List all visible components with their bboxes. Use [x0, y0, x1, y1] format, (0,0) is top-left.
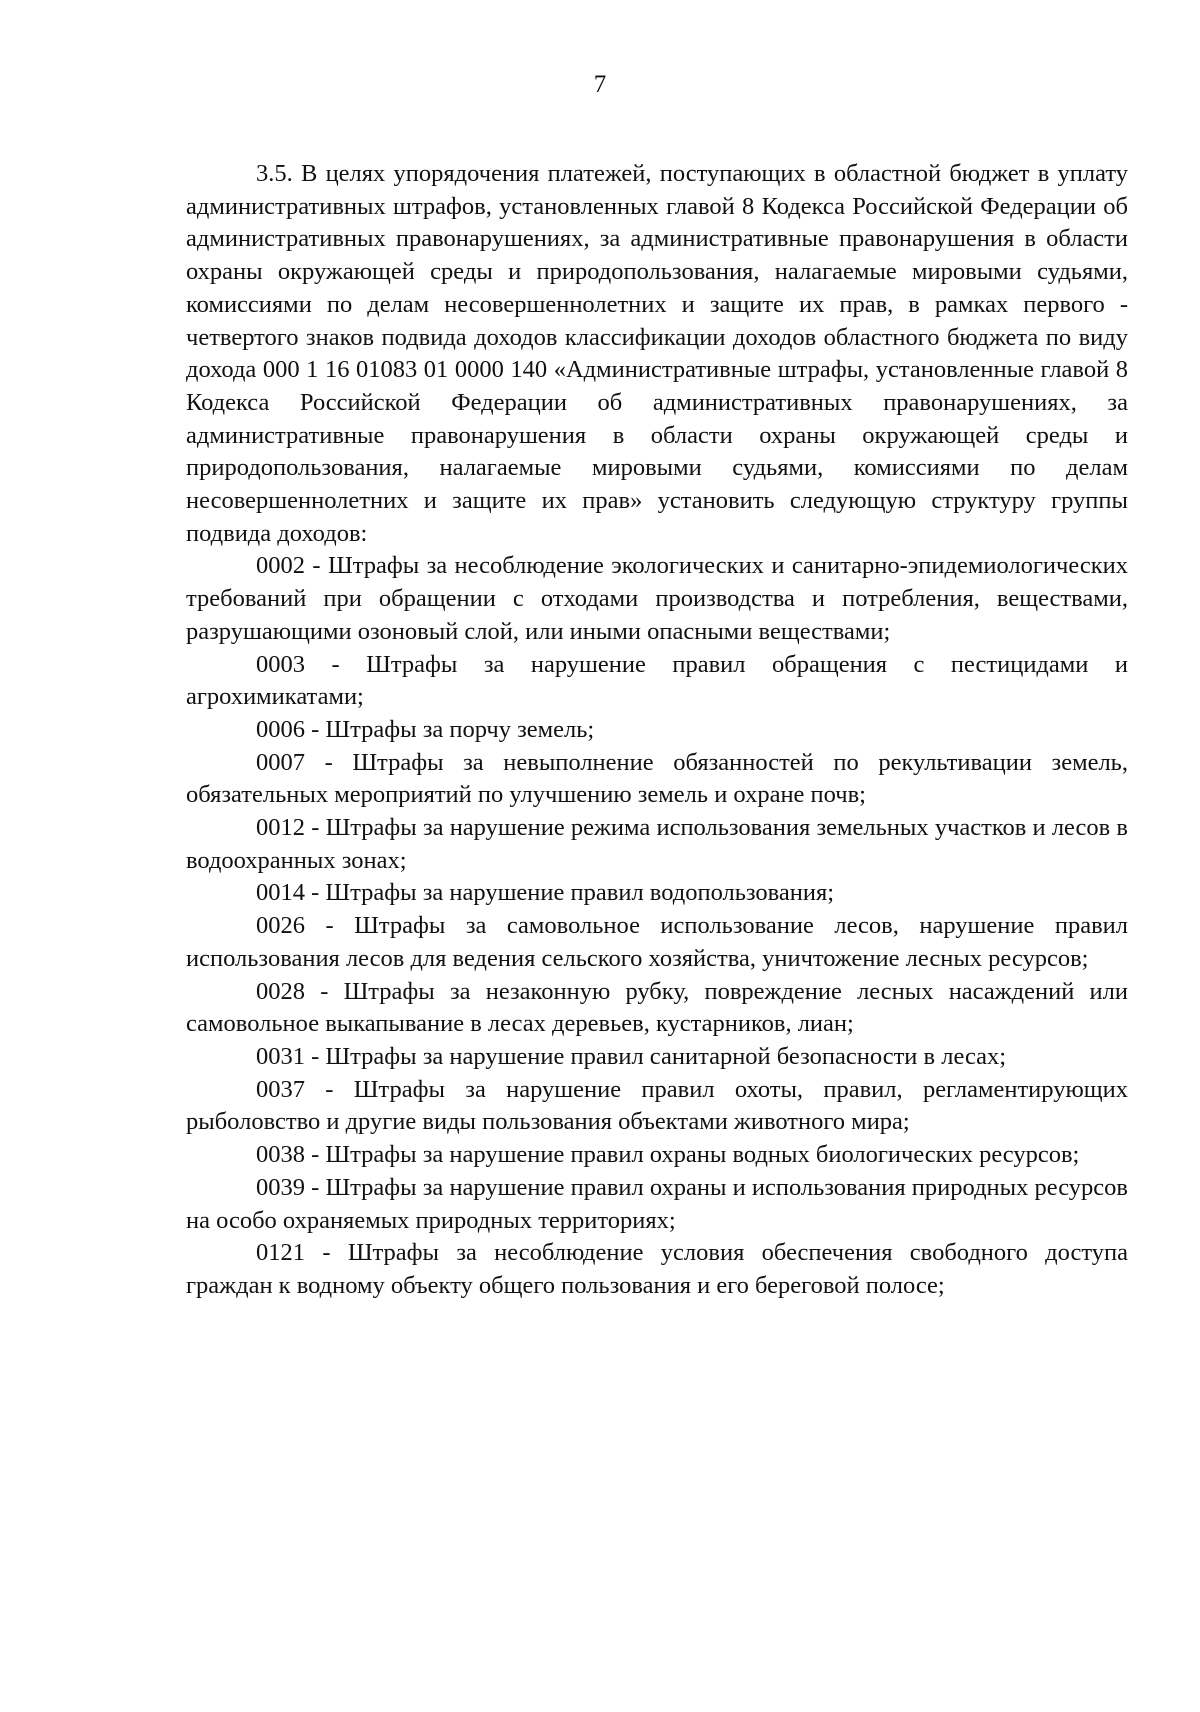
- item-code: 0014: [256, 879, 305, 907]
- item-code: 0002: [256, 552, 305, 580]
- item-text: Штрафы за невыполнение обязанностей по рекультивации земель, обязательных мероприятий по улучшению земель и охране почв;: [186, 748, 1128, 809]
- item-separator: -: [305, 1042, 326, 1070]
- item-separator: -: [305, 748, 353, 776]
- list-item: [186, 550, 1128, 648]
- item-separator: -: [305, 650, 367, 678]
- list-item: [186, 1041, 1128, 1074]
- item-text: Штрафы за нарушение правил санитарной безопасности в лесах;: [325, 1042, 1007, 1070]
- list-item: [186, 1172, 1128, 1237]
- item-code: 0039: [256, 1173, 305, 1201]
- item-code: 0026: [256, 912, 305, 940]
- item-separator: -: [305, 552, 328, 580]
- list-item: [186, 649, 1128, 714]
- item-separator: -: [305, 1075, 354, 1103]
- list-item: [186, 714, 1128, 747]
- item-separator: -: [305, 977, 344, 1005]
- item-code: 0037: [256, 1075, 305, 1103]
- item-separator: -: [305, 715, 326, 743]
- item-separator: -: [305, 1141, 326, 1169]
- item-code: 0038: [256, 1141, 305, 1169]
- list-item: [186, 1074, 1128, 1139]
- list-item: [186, 910, 1128, 975]
- page-number: 7: [593, 71, 607, 98]
- item-text: Штрафы за нарушение правил охоты, правил, регламентирующих рыболовство и другие виды пользования объектами животного мира;: [186, 1075, 1128, 1136]
- item-code: 0121: [256, 1239, 305, 1267]
- list-item: [186, 877, 1128, 910]
- list-item: [186, 1237, 1128, 1302]
- document-body: [186, 158, 1128, 1303]
- item-code: 0006: [256, 715, 305, 743]
- item-code: 0003: [256, 650, 305, 678]
- item-text: Штрафы за нарушение правил охраны и использования природных ресурсов на особо охраняемых природных территориях;: [186, 1173, 1128, 1234]
- item-text: Штрафы за нарушение правил обращения с пестицидами и агрохимикатами;: [186, 650, 1128, 711]
- item-text: Штрафы за несоблюдение экологических и санитарно-эпидемиологических требований при обращении с отходами производства и потребления, веществами, разрушающими озоновый слой, или иными опасными веществами;: [186, 552, 1128, 645]
- item-text: Штрафы за несоблюдение условия обеспечения свободного доступа граждан к водному объекту общего пользования и его береговой полосе;: [186, 1239, 1128, 1299]
- item-text: Штрафы за нарушение режима использования земельных участков и лесов в водоохранных зонах;: [186, 814, 1128, 874]
- item-separator: -: [305, 879, 326, 907]
- item-code: 0028: [256, 977, 305, 1005]
- list-item: [186, 812, 1128, 877]
- intro-paragraph: 3.5. В целях упорядочения платежей, поступающих в областной бюджет в уплату административных штрафов, установленных главой 8 Кодекса Российской Федерации об административных правонарушениях, за административные правонарушения в области охраны окружающей среды и природопользования, налагаемые мировыми судьями, комиссиями по делам несовершеннолетних и защите их прав, в рамках первого - четвертого знаков подвида доходов классификации доходов областного бюджета по виду дохода 000 1 16 01083 01 0000 140 «Административные штрафы, установленные главой 8 Кодекса Российской Федерации об административных правонарушениях, за административные правонарушения в области охраны окружающей среды и природопользования, налагаемые мировыми судьями, комиссиями по делам несовершеннолетних и защите их прав» установить следующую структуру группы подвида доходов:: [186, 160, 1128, 547]
- item-code: 0007: [256, 748, 305, 776]
- list-item: [186, 1139, 1128, 1172]
- item-text: Штрафы за самовольное использование лесов, нарушение правил использования лесов для ведения сельского хозяйства, уничтожение лесных ресурсов;: [186, 912, 1128, 972]
- item-text: Штрафы за незаконную рубку, повреждение лесных насаждений или самовольное выкапывание в лесах деревьев, кустарников, лиан;: [186, 977, 1128, 1038]
- item-text: Штрафы за нарушение правил водопользования;: [325, 879, 835, 907]
- item-separator: -: [305, 1173, 326, 1201]
- item-text: Штрафы за нарушение правил охраны водных биологических ресурсов;: [325, 1141, 1080, 1169]
- item-code: 0012: [256, 814, 305, 842]
- item-separator: -: [305, 1239, 348, 1267]
- item-separator: -: [305, 814, 326, 842]
- item-separator: -: [305, 912, 355, 940]
- item-code: 0031: [256, 1042, 305, 1070]
- item-text: Штрафы за порчу земель;: [325, 715, 595, 743]
- list-item: [186, 976, 1128, 1041]
- list-item: [186, 747, 1128, 812]
